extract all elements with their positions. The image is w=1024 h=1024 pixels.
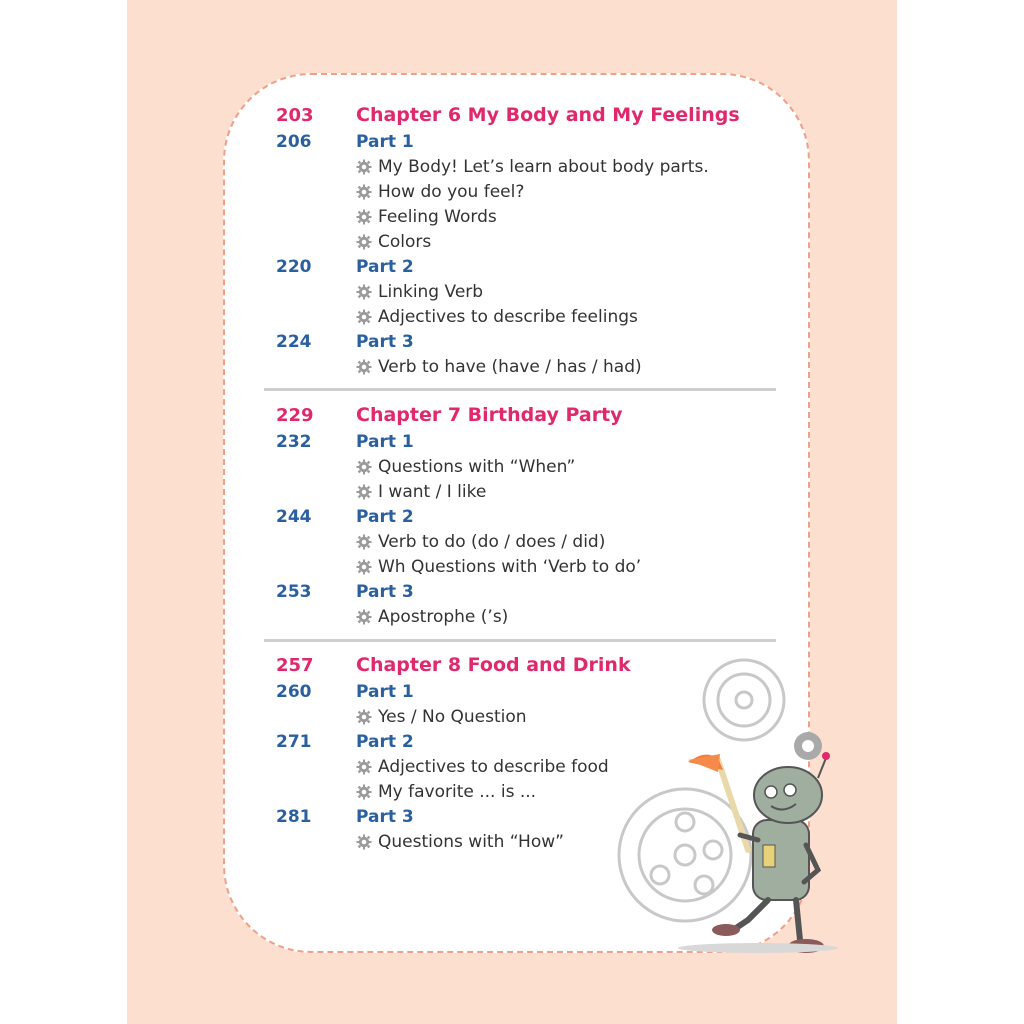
topic-row [276, 557, 776, 582]
topic-row [276, 232, 776, 257]
part-label: Part 2 [356, 732, 414, 752]
chapter-title-row [276, 405, 776, 432]
part-page-number: 206 [276, 132, 312, 152]
tiny-gear-icon [794, 732, 822, 760]
chapter-block [276, 105, 776, 382]
topic-item [356, 357, 642, 377]
part-page-number: 244 [276, 507, 312, 527]
chapter-block [276, 405, 776, 632]
topic-text: I want / I like [378, 482, 487, 502]
gear-icon [356, 309, 372, 325]
topic-text: Feeling Words [378, 207, 497, 227]
part-row [276, 132, 776, 157]
topic-item [356, 782, 536, 802]
chapter-title: Chapter 6 My Body and My Feelings [356, 104, 740, 126]
topic-item [356, 482, 486, 502]
part-page-number: 281 [276, 807, 312, 827]
chapter-page-number: 203 [276, 105, 314, 126]
part-page-number: 224 [276, 332, 312, 352]
topic-text: My Body! Let’s learn about body parts. [378, 157, 709, 177]
gear-icon [356, 609, 372, 625]
topic-row [276, 157, 776, 182]
part-page-number: 253 [276, 582, 312, 602]
topic-text: Adjectives to describe food [378, 757, 609, 777]
topic-row [276, 607, 776, 632]
gear-icon [356, 834, 372, 850]
topic-row [276, 307, 776, 332]
topic-item [356, 282, 483, 302]
part-label: Part 3 [356, 332, 414, 352]
topic-item [356, 532, 605, 552]
topic-row [276, 457, 776, 482]
part-page-number: 232 [276, 432, 312, 452]
chapter-title-row [276, 105, 776, 132]
gear-icon [356, 484, 372, 500]
chapter-page-number: 229 [276, 405, 314, 426]
gear-icon [356, 209, 372, 225]
topic-item [356, 307, 638, 327]
topic-row [276, 182, 776, 207]
topic-item [356, 182, 524, 202]
topic-item [356, 757, 609, 777]
topic-text: Yes / No Question [378, 707, 527, 727]
topic-text: Questions with “How” [378, 832, 564, 852]
gear-icon [356, 709, 372, 725]
topic-text: How do you feel? [378, 182, 525, 202]
topic-text: Questions with “When” [378, 457, 576, 477]
chapter-page-number: 257 [276, 655, 314, 676]
part-label: Part 3 [356, 582, 414, 602]
part-label: Part 1 [356, 132, 414, 152]
part-label: Part 3 [356, 807, 414, 827]
part-label: Part 2 [356, 257, 414, 277]
chapter-title: Chapter 8 Food and Drink [356, 654, 631, 676]
topic-row [276, 207, 776, 232]
topic-item [356, 557, 641, 577]
gear-icon [356, 184, 372, 200]
part-page-number: 260 [276, 682, 312, 702]
gear-icon [356, 159, 372, 175]
topic-text: Verb to do (do / does / did) [378, 532, 606, 552]
topic-text: Wh Questions with ‘Verb to do’ [378, 557, 642, 577]
topic-row [276, 357, 776, 382]
topic-item [356, 232, 431, 252]
gear-icon [356, 559, 372, 575]
part-row [276, 582, 776, 607]
small-gear-icon [704, 660, 784, 740]
topic-text: Adjectives to describe feelings [378, 307, 638, 327]
gear-icon [356, 784, 372, 800]
part-page-number: 220 [276, 257, 312, 277]
robot-with-flag-illustration [608, 650, 848, 960]
topic-text: Apostrophe (’s) [378, 607, 509, 627]
gear-icon [356, 359, 372, 375]
part-row [276, 507, 776, 532]
topic-text: My favorite ... is ... [378, 782, 537, 802]
gear-icon [356, 284, 372, 300]
topic-text: Verb to have (have / has / had) [378, 357, 642, 377]
topic-text: Linking Verb [378, 282, 484, 302]
chapter-divider [264, 639, 776, 642]
topic-item [356, 457, 575, 477]
chapter-divider [264, 388, 776, 391]
part-label: Part 1 [356, 682, 414, 702]
gear-icon [356, 534, 372, 550]
gear-icon [356, 234, 372, 250]
gear-icon [356, 759, 372, 775]
gear-icon [356, 459, 372, 475]
part-label: Part 1 [356, 432, 414, 452]
topic-row [276, 532, 776, 557]
part-row [276, 432, 776, 457]
part-row [276, 332, 776, 357]
part-label: Part 2 [356, 507, 414, 527]
chapter-title: Chapter 7 Birthday Party [356, 404, 623, 426]
topic-item [356, 157, 709, 177]
topic-item [356, 832, 564, 852]
topic-row [276, 282, 776, 307]
topic-item [356, 607, 508, 627]
topic-text: Colors [378, 232, 432, 252]
topic-item [356, 707, 527, 727]
topic-item [356, 207, 497, 227]
part-page-number: 271 [276, 732, 312, 752]
topic-row [276, 482, 776, 507]
part-row [276, 257, 776, 282]
